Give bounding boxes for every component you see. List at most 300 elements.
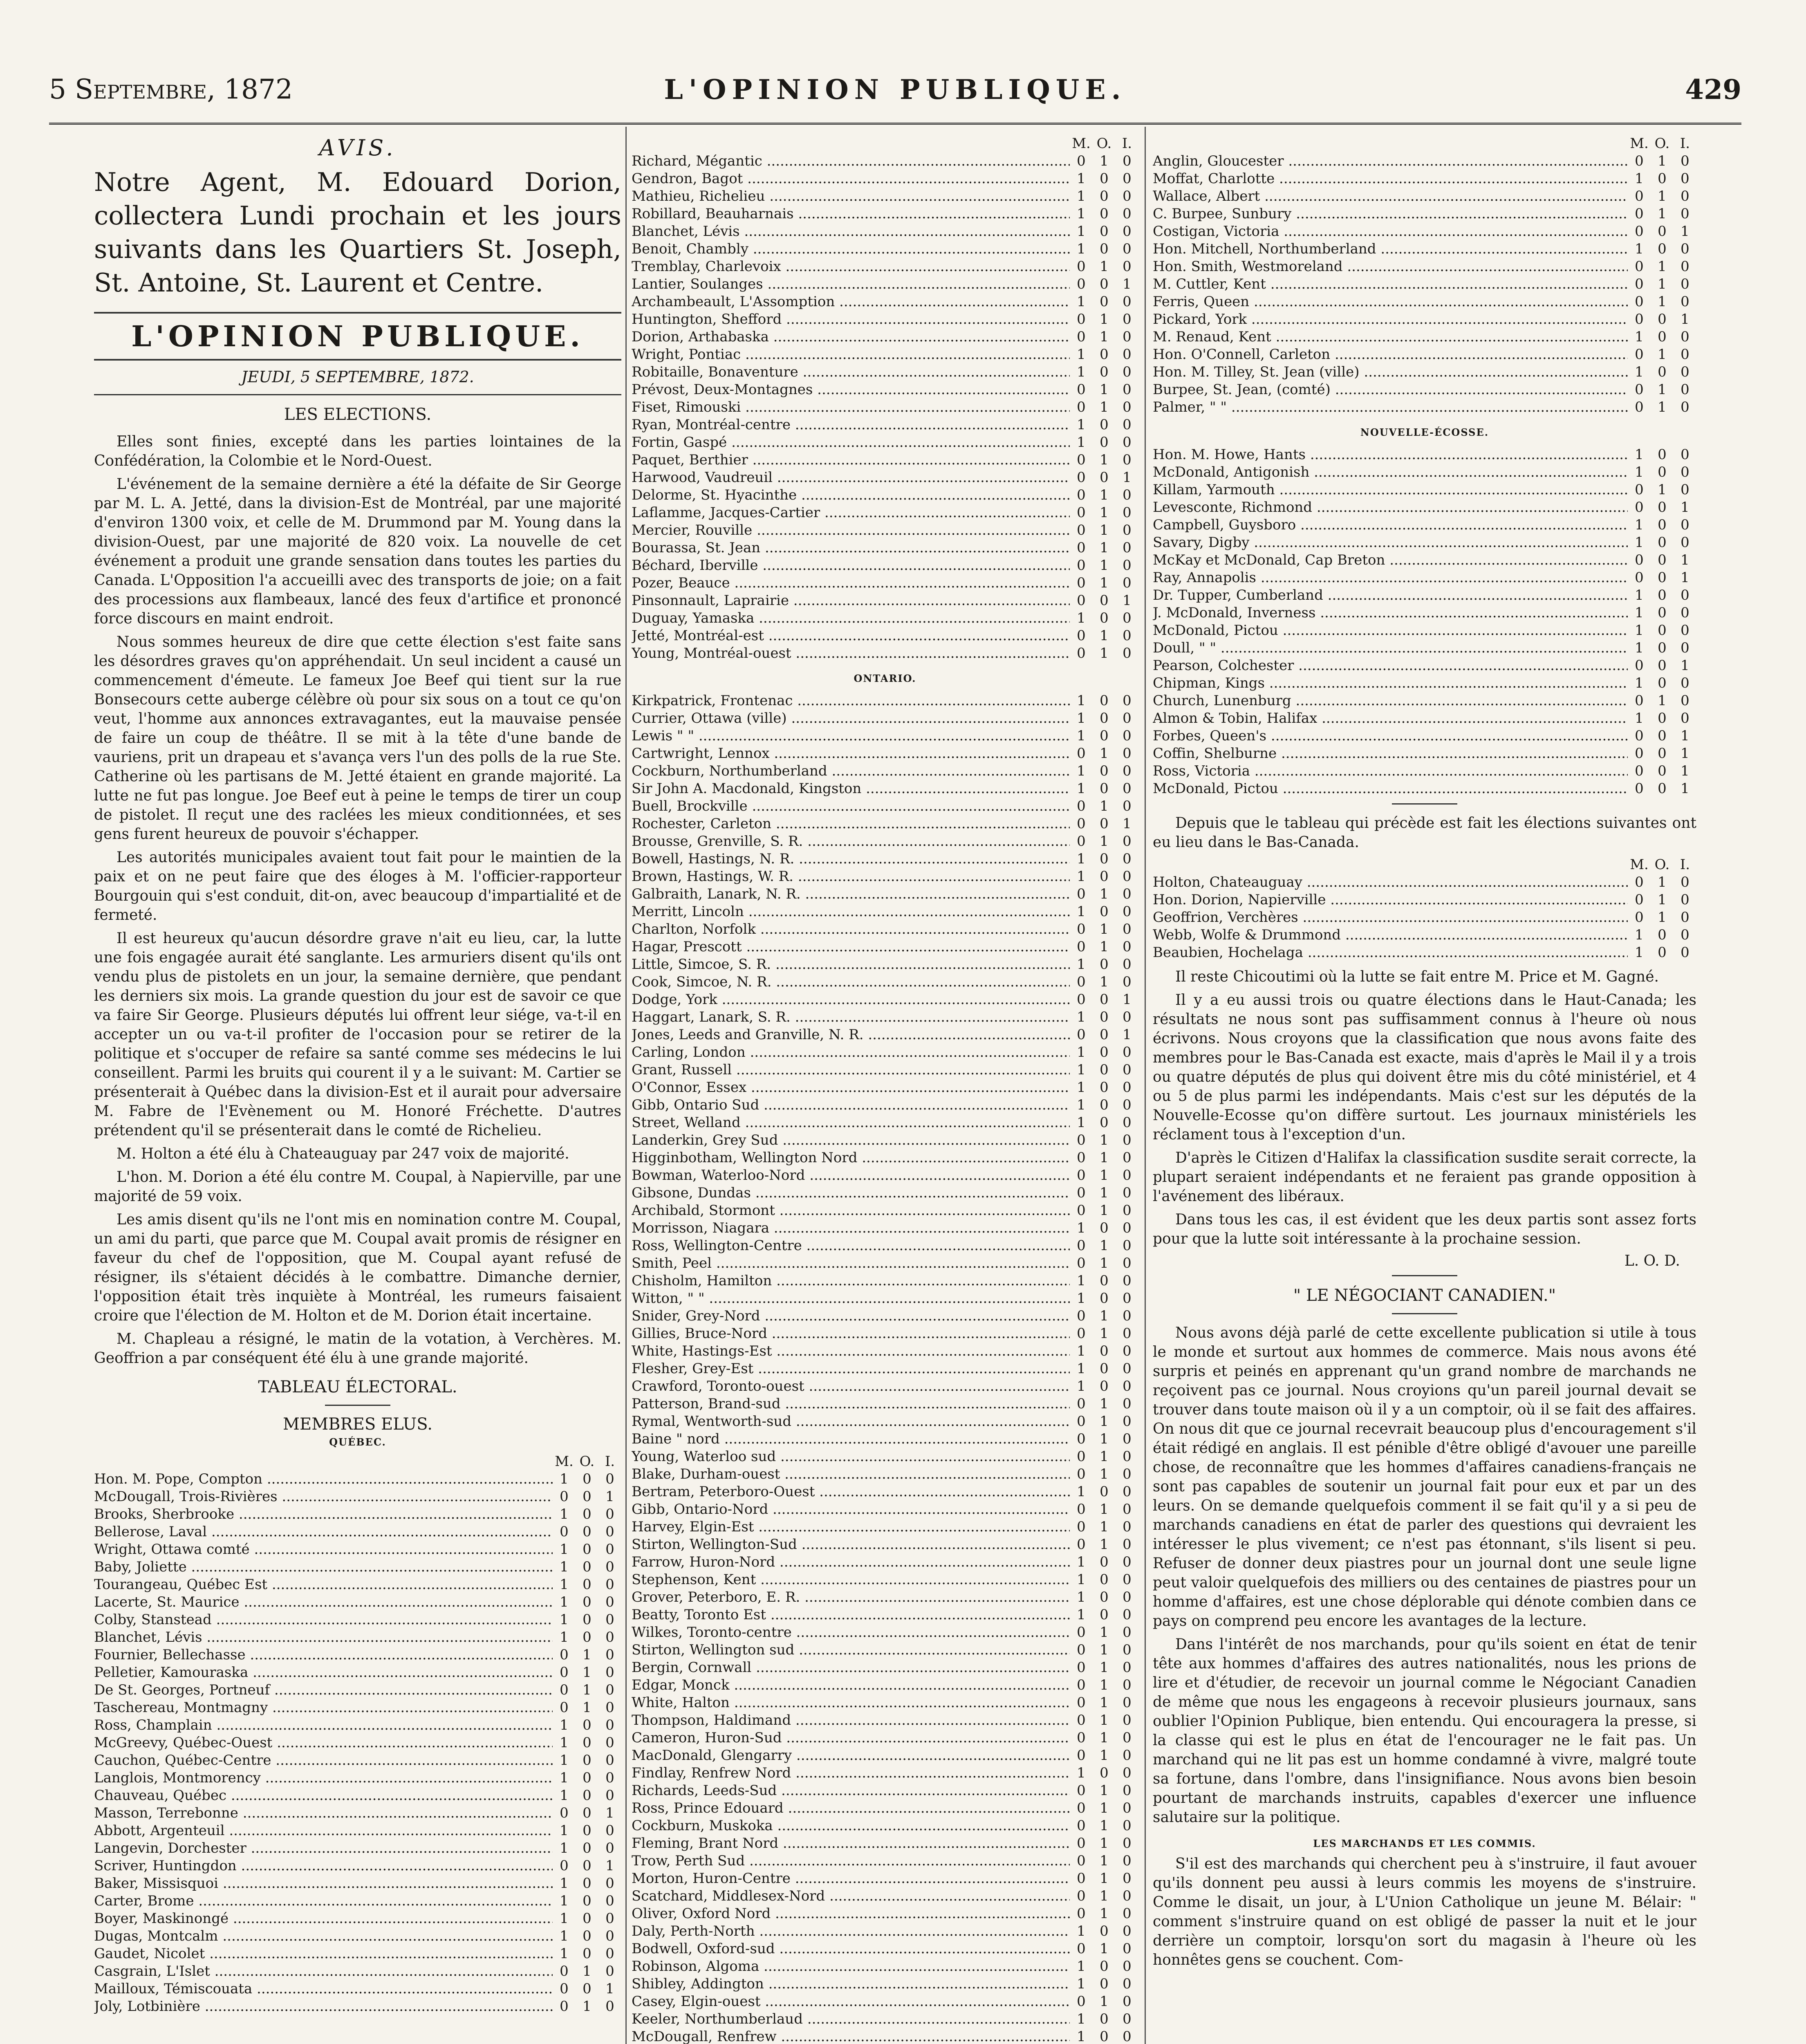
result-row [632, 1219, 1138, 1237]
result-i: 0 [1123, 417, 1132, 433]
result-name: Carter, Brome ..... [94, 1892, 553, 1910]
result-row [632, 1378, 1138, 1395]
result-i: 0 [1123, 1519, 1132, 1535]
result-row [94, 1594, 621, 1611]
result-o: 1 [1100, 1782, 1109, 1799]
result-m: 0 [560, 1524, 569, 1540]
result-m: 0 [1077, 522, 1086, 538]
article-paragraph: Il est heureux qu'aucun désordre grave n'ait eu lieu, car, la lutte une fois engagée aurait été sanglante. Les armuriers disent qu'ils ont vendu plus de pistolets en un jour, la semaine dernière, que pendant les derniers six mois. La grande question du jour est de savoir ce que va faire Sir George. Plusieurs députés lui offrent leur siége, va-t-il en accepter un ou va-t-il profiter de l'occasion pour se retirer de la politique et s'occuper de refaire sa santé comme ses médecins le lui conseillent. Parmi les bruits qui courent il y a le suivant: M. Cartier se présenterait à Québec dans la division-Est et il aurait pour adversaire M. Fabre de l'Evènement ou M. Honoré Fréchette. D'autres prétendent qu'il se présenterait dans le comté de Richelieu. [94, 930, 621, 1139]
result-name: Currier, Ottawa (ville) ..... [632, 710, 1070, 727]
result-i: 0 [1123, 745, 1132, 762]
result-row [632, 938, 1138, 956]
result-i: 0 [1681, 464, 1689, 480]
result-row [632, 1782, 1138, 1800]
result-i: 0 [1123, 1167, 1132, 1183]
result-m: 1 [1635, 364, 1644, 380]
result-i: 0 [1123, 1800, 1132, 1816]
result-name: Bowell, Hastings, N. R. ..... [632, 850, 1070, 868]
result-row [632, 574, 1138, 592]
result-m: 1 [1077, 1079, 1086, 1096]
result-name: Bowman, Waterloo-Nord ..... [632, 1167, 1070, 1184]
result-name: Kirkpatrick, Frontenac ..... [632, 692, 1070, 710]
result-o: 1 [1100, 1536, 1109, 1553]
result-o: 0 [1658, 569, 1667, 586]
result-name: Blanchet, Lévis ..... [632, 223, 1070, 240]
result-m: 0 [1077, 1677, 1086, 1693]
result-i: 0 [1681, 944, 1689, 961]
result-o: 0 [1658, 364, 1667, 380]
result-o: 0 [1100, 1097, 1109, 1113]
result-row [632, 1764, 1138, 1782]
column-rule [1145, 127, 1146, 2044]
result-row [632, 1061, 1138, 1079]
result-row [632, 1237, 1138, 1255]
result-o: 0 [1100, 1378, 1109, 1394]
result-i: 0 [1123, 693, 1132, 709]
result-name: Hon. M. Howe, Hants ..... [1153, 446, 1628, 464]
result-i: 0 [1681, 892, 1689, 908]
result-row [632, 1571, 1138, 1589]
result-row [632, 1712, 1138, 1729]
result-i: 0 [1681, 534, 1689, 551]
result-row [1153, 551, 1696, 569]
result-i: 0 [1681, 482, 1689, 498]
result-m: 1 [1077, 188, 1086, 204]
result-row [94, 1945, 621, 1963]
result-i: 0 [605, 1787, 614, 1804]
result-row [632, 1747, 1138, 1764]
results-rows [94, 1470, 621, 2015]
result-o: 0 [1100, 1220, 1109, 1236]
result-m: 0 [560, 1805, 569, 1821]
result-name: Tourangeau, Québec Est ..... [94, 1576, 553, 1594]
result-name: Cartwright, Lennox ..... [632, 745, 1070, 762]
result-name: Mailloux, Témiscouata ..... [94, 1980, 553, 1998]
result-i: 1 [605, 1858, 614, 1874]
result-i: 0 [1123, 153, 1132, 169]
result-i: 0 [1123, 868, 1132, 885]
result-m: 1 [560, 1752, 569, 1768]
result-o: 0 [1100, 1062, 1109, 1078]
result-m: 0 [1077, 1853, 1086, 1869]
result-m: 1 [560, 1611, 569, 1628]
result-row [94, 1576, 621, 1594]
result-m: 0 [1077, 1167, 1086, 1183]
result-m: 1 [1635, 675, 1644, 691]
result-i: 0 [1123, 1624, 1132, 1641]
result-m: 0 [1635, 276, 1644, 292]
result-o: 0 [1658, 927, 1667, 943]
result-m: 0 [1635, 153, 1644, 169]
result-row [632, 486, 1138, 504]
result-row [94, 1892, 621, 1910]
result-i: 0 [1681, 188, 1689, 204]
result-o: 0 [1100, 417, 1109, 433]
result-name: Baby, Joliette ..... [94, 1558, 553, 1576]
result-row [632, 1466, 1138, 1483]
result-i: 0 [1123, 1448, 1132, 1465]
result-i: 0 [1123, 1431, 1132, 1447]
result-m: 1 [1077, 1343, 1086, 1359]
result-i: 0 [1681, 605, 1689, 621]
result-name: Bourassa, St. Jean ..... [632, 539, 1070, 557]
result-name: Mercier, Rouville ..... [632, 522, 1070, 539]
result-name: Cauchon, Québec-Centre ..... [94, 1752, 553, 1769]
result-name: Charlton, Norfolk ..... [632, 921, 1070, 938]
result-row [1153, 657, 1696, 675]
result-o: 0 [1100, 763, 1109, 779]
result-m: 0 [1077, 1431, 1086, 1447]
result-name: Ray, Annapolis ..... [1153, 569, 1628, 587]
result-i: 1 [1681, 763, 1689, 779]
result-o: 1 [1658, 693, 1667, 709]
result-i: 0 [1123, 886, 1132, 902]
result-o: 0 [1100, 1044, 1109, 1060]
result-row [632, 1044, 1138, 1061]
result-row [632, 1852, 1138, 1870]
result-name: Snider, Grey-Nord ..... [632, 1307, 1070, 1325]
result-o: 0 [1658, 587, 1667, 603]
result-name: Holton, Chateauguay ..... [1153, 874, 1628, 891]
result-name: McKay et McDonald, Cap Breton ..... [1153, 551, 1628, 569]
result-m: 1 [560, 1822, 569, 1839]
result-m: 1 [1077, 1765, 1086, 1781]
result-m: 0 [1077, 1624, 1086, 1641]
result-m: 0 [1077, 1941, 1086, 1957]
result-row [632, 710, 1138, 727]
result-name: Baker, Missisquoi ..... [94, 1875, 553, 1892]
result-m: 0 [1077, 1466, 1086, 1482]
result-i: 0 [1123, 1694, 1132, 1711]
result-name: Wallace, Albert ..... [1153, 188, 1628, 205]
result-o: 1 [1100, 833, 1109, 849]
result-row [1153, 926, 1696, 944]
result-m: 1 [560, 1717, 569, 1733]
result-i: 0 [1681, 346, 1689, 363]
result-row [632, 903, 1138, 921]
result-o: 0 [1658, 446, 1667, 463]
result-name: McGreevy, Québec-Ouest ..... [94, 1734, 553, 1752]
result-i: 0 [1123, 921, 1132, 937]
result-m: 0 [1635, 311, 1644, 327]
result-o: 0 [1658, 780, 1667, 797]
result-m: 0 [1635, 346, 1644, 363]
result-name: Shibley, Addington ..... [632, 1975, 1070, 1993]
results-rows [1153, 446, 1696, 798]
result-i: 0 [1681, 640, 1689, 656]
result-name: Hon. Smith, Westmoreland ..... [1153, 258, 1628, 276]
result-i: 0 [1123, 1308, 1132, 1324]
result-row [632, 1026, 1138, 1044]
result-o: 1 [1100, 1519, 1109, 1535]
result-row [94, 1717, 621, 1734]
result-i: 1 [1681, 552, 1689, 568]
result-m: 0 [1077, 1818, 1086, 1834]
result-row [632, 1993, 1138, 2010]
result-name: Morrisson, Niagara ..... [632, 1219, 1070, 1237]
result-name: Chisholm, Hamilton ..... [632, 1272, 1070, 1290]
result-o: 1 [583, 1998, 592, 2015]
result-o: 1 [1100, 1185, 1109, 1201]
result-o: 0 [1100, 728, 1109, 744]
article-paragraph: D'après le Citizen d'Halifax la classification susdite serait correcte, la plupart seraient indépendants et ne feraient pas grande opposition à l'avénement des libéraux. [1153, 1150, 1696, 1205]
result-m: 0 [1635, 693, 1644, 709]
result-name: Chipman, Kings ..... [1153, 675, 1628, 692]
result-o: 1 [1100, 1413, 1109, 1430]
result-m: 1 [560, 1629, 569, 1645]
result-name: Pozer, Beauce ..... [632, 574, 1070, 592]
result-i: 0 [1681, 927, 1689, 943]
result-row [1153, 604, 1696, 622]
result-o: 0 [583, 1981, 592, 1997]
result-o: 0 [1100, 592, 1109, 609]
result-i: 0 [1123, 1150, 1132, 1166]
result-m: 1 [560, 1559, 569, 1575]
result-i: 1 [1681, 311, 1689, 327]
results-header [632, 135, 1138, 152]
result-row [632, 973, 1138, 991]
result-row [1153, 727, 1696, 745]
result-name: Casgrain, L'Islet ..... [94, 1963, 553, 1980]
result-m: 0 [1077, 276, 1086, 292]
result-o: 1 [1100, 575, 1109, 591]
result-o: 1 [1100, 557, 1109, 574]
result-row [632, 451, 1138, 469]
result-o: 1 [1100, 921, 1109, 937]
result-name: Street, Welland ..... [632, 1114, 1070, 1132]
result-name: White, Halton ..... [632, 1694, 1070, 1712]
result-name: Béchard, Iberville ..... [632, 557, 1070, 574]
result-row [632, 1342, 1138, 1360]
result-name: Moffat, Charlotte ..... [1153, 170, 1628, 188]
result-i: 0 [1681, 170, 1689, 187]
result-m: 1 [1077, 346, 1086, 363]
result-m: 0 [1077, 974, 1086, 990]
result-row [632, 434, 1138, 451]
article-paragraph: S'il est des marchands qui cherchent peu à s'instruire, il faut avouer qu'ils donnent peu aussi à leurs commis les moyens de s'instruire. Comme le disait, un jour, à L'Union Catholique un jeune M. Bélair: " comment s'instruire quand on est obligé de passer la nuit et le jour derrière un comptoir, lorsqu'on sort du magasin à l'heure où les honnêtes gens se couchent. Com- [1153, 1856, 1696, 1968]
result-i: 0 [605, 1945, 614, 1962]
result-name: Morton, Huron-Centre ..... [632, 1870, 1070, 1887]
result-m: 1 [1077, 1097, 1086, 1113]
result-m: 1 [560, 1541, 569, 1558]
result-name: Pickard, York ..... [1153, 311, 1628, 328]
result-m: 0 [560, 1963, 569, 1979]
result-o: 0 [1658, 944, 1667, 961]
result-name: Levesconte, Richmond ..... [1153, 499, 1628, 516]
result-row [632, 1079, 1138, 1096]
result-i: 0 [1123, 1677, 1132, 1693]
col-header-o: O. [579, 1453, 595, 1470]
result-i: 0 [1123, 1976, 1132, 1992]
result-row [94, 1523, 621, 1541]
result-row [632, 311, 1138, 328]
result-i: 0 [1123, 1941, 1132, 1957]
result-row [632, 1325, 1138, 1342]
result-name: Carling, London ..... [632, 1044, 1070, 1061]
result-m: 0 [1077, 886, 1086, 902]
divider [325, 1405, 390, 1406]
result-m: 1 [1077, 1273, 1086, 1289]
result-row [94, 1646, 621, 1664]
result-o: 0 [1100, 1026, 1109, 1043]
result-o: 1 [1100, 1308, 1109, 1324]
result-name: Laflamme, Jacques-Cartier ..... [632, 504, 1070, 522]
result-m: 1 [560, 1506, 569, 1522]
result-m: 1 [560, 1770, 569, 1786]
result-m: 1 [1077, 434, 1086, 450]
result-o: 0 [1100, 991, 1109, 1008]
result-name: Dorion, Arthabaska ..... [632, 328, 1070, 346]
result-o: 1 [1100, 1167, 1109, 1183]
result-name: Colby, Stanstead ..... [94, 1611, 553, 1629]
result-row [1153, 622, 1696, 639]
result-o: 0 [1100, 364, 1109, 380]
result-m: 1 [1077, 1360, 1086, 1377]
article-paragraph: Les amis disent qu'ils ne l'ont mis en nomination contre M. Coupal, un ami du parti, que parce que M. Coupal avait promis de résigner en faveur du chef de l'opposition, que M. Coupal ayant refusé de résigner, ils s'étaient décidés à le combattre. Dimanche dernier, l'opposition était très inquiète à Montréal, les rumeurs faisaient croire que l'élection de M. Holton et de M. Dorion était incertaine. [94, 1211, 621, 1324]
result-name: McDougall, Trois-Rivières ..... [94, 1488, 553, 1506]
result-row [632, 921, 1138, 938]
result-o: 0 [1100, 1589, 1109, 1605]
result-i: 1 [1123, 469, 1132, 486]
result-m: 0 [1635, 745, 1644, 762]
result-m: 1 [1077, 223, 1086, 240]
result-name: Harvey, Elgin-Est ..... [632, 1518, 1070, 1536]
result-i: 0 [1123, 728, 1132, 744]
result-i: 0 [1123, 903, 1132, 920]
result-i: 0 [1681, 329, 1689, 345]
result-name: McDonald, Pictou ..... [1153, 622, 1628, 639]
result-name: Tremblay, Charlevoix ..... [632, 258, 1070, 276]
result-row [632, 1307, 1138, 1325]
result-i: 0 [1123, 1132, 1132, 1148]
result-m: 0 [1077, 1712, 1086, 1728]
result-i: 0 [605, 1770, 614, 1786]
result-row [1153, 399, 1696, 416]
result-name: Grover, Peterboro, E. R. ..... [632, 1589, 1070, 1606]
result-o: 1 [583, 1682, 592, 1698]
result-i: 0 [1123, 1466, 1132, 1482]
result-m: 0 [1077, 1202, 1086, 1219]
result-name: Delorme, St. Hyacinthe ..... [632, 486, 1070, 504]
result-i: 0 [1123, 1712, 1132, 1728]
result-m: 1 [1077, 1923, 1086, 1939]
result-i: 0 [1681, 241, 1689, 257]
result-row [632, 1413, 1138, 1430]
result-m: 1 [1077, 1484, 1086, 1500]
result-row [1153, 692, 1696, 710]
result-i: 0 [1123, 1536, 1132, 1553]
result-o: 0 [583, 1506, 592, 1522]
result-o: 0 [1100, 903, 1109, 920]
result-m: 1 [1077, 1378, 1086, 1394]
result-row [632, 762, 1138, 780]
result-row [632, 1870, 1138, 1887]
result-i: 0 [1123, 2028, 1132, 2044]
column-rule [625, 127, 627, 2044]
result-i: 0 [1123, 223, 1132, 240]
result-o: 1 [1100, 1905, 1109, 1922]
result-o: 1 [1100, 381, 1109, 398]
result-m: 0 [560, 1981, 569, 1997]
result-row [1153, 780, 1696, 798]
result-row [94, 1752, 621, 1769]
result-row [1153, 675, 1696, 692]
result-o: 0 [1100, 2011, 1109, 2027]
masthead-title: L'OPINION PUBLIQUE. [94, 312, 621, 361]
results-header [1153, 135, 1696, 152]
result-i: 0 [605, 1559, 614, 1575]
result-name: Boyer, Maskinongé ..... [94, 1910, 553, 1927]
result-name: Duguay, Yamaska ..... [632, 610, 1070, 627]
article-paragraph: Nous sommes heureux de dire que cette élection s'est faite sans les désordres graves qu'on appréhendait. Un seul incident a causé un commencement d'émeute. Le fameux Joe Beef qui tient sur la rue Bonsecours cette auberge célèbre où pour six sous on a tout ce qu'on veut, l'homme aux annonces extravagantes, eut la mauvaise pensée de faire un coup de théâtre. Il se mit à la tête d'une bande de vauriens, prit un drapeau et s'avança vers l'un des polls de la rue Ste. Catherine où les partisans de M. Jetté étaient en grande majorité. La lutte ne fut pas longue. Joe Beef eut à peine le temps de tirer un coup de pistolet. Il reçut une des raclées les mieux conditionnées, et ses gens furent heureux de pouvoir s'échapper. [94, 634, 621, 843]
result-row [94, 1541, 621, 1558]
result-row [94, 1488, 621, 1506]
result-o: 1 [1100, 487, 1109, 503]
result-i: 0 [1123, 1325, 1132, 1342]
province-label: QUÉBEC. [329, 1436, 386, 1448]
result-name: Rymal, Wentworth-sud ..... [632, 1413, 1070, 1430]
result-i: 1 [1681, 499, 1689, 515]
result-row [632, 1975, 1138, 1993]
result-o: 1 [1100, 939, 1109, 955]
result-o: 0 [1100, 294, 1109, 310]
result-row [632, 522, 1138, 539]
result-i: 1 [1681, 569, 1689, 586]
result-name: Mathieu, Richelieu ..... [632, 188, 1070, 205]
result-row [632, 399, 1138, 416]
result-name: Benoit, Chambly ..... [632, 240, 1070, 258]
result-row [632, 1624, 1138, 1641]
result-o: 1 [1100, 1642, 1109, 1658]
result-row [1153, 534, 1696, 551]
result-name: Lewis " " ..... [632, 727, 1070, 745]
result-m: 1 [1635, 170, 1644, 187]
result-i: 1 [1681, 728, 1689, 744]
result-i: 0 [1123, 294, 1132, 310]
result-row [632, 1290, 1138, 1307]
result-i: 0 [1123, 1765, 1132, 1781]
result-name: Witton, " " ..... [632, 1290, 1070, 1307]
result-i: 0 [605, 1963, 614, 1979]
result-name: Bellerose, Laval ..... [94, 1523, 553, 1541]
result-name: Ryan, Montréal-centre ..... [632, 416, 1070, 434]
results-table-bas-canada [1153, 856, 1696, 961]
result-o: 1 [1100, 452, 1109, 468]
result-m: 1 [1635, 605, 1644, 621]
result-i: 0 [1681, 693, 1689, 709]
result-row [632, 1184, 1138, 1202]
result-m: 1 [1077, 206, 1086, 222]
result-row [94, 1506, 621, 1523]
result-m: 0 [1077, 1800, 1086, 1816]
result-m: 0 [1635, 874, 1644, 890]
result-i: 0 [1123, 780, 1132, 797]
result-name: Archibald, Stormont ..... [632, 1202, 1070, 1219]
result-m: 1 [1077, 1958, 1086, 1975]
result-m: 1 [560, 1594, 569, 1610]
result-i: 0 [605, 1594, 614, 1610]
result-o: 0 [1100, 2028, 1109, 2044]
result-row [632, 1167, 1138, 1184]
result-o: 0 [1658, 675, 1667, 691]
result-i: 0 [605, 1576, 614, 1593]
result-i: 0 [1123, 1097, 1132, 1113]
result-name: MacDonald, Glengarry ..... [632, 1747, 1070, 1764]
result-o: 1 [1658, 874, 1667, 890]
result-m: 0 [1077, 153, 1086, 169]
result-i: 0 [1123, 763, 1132, 779]
result-m: 1 [560, 1840, 569, 1856]
